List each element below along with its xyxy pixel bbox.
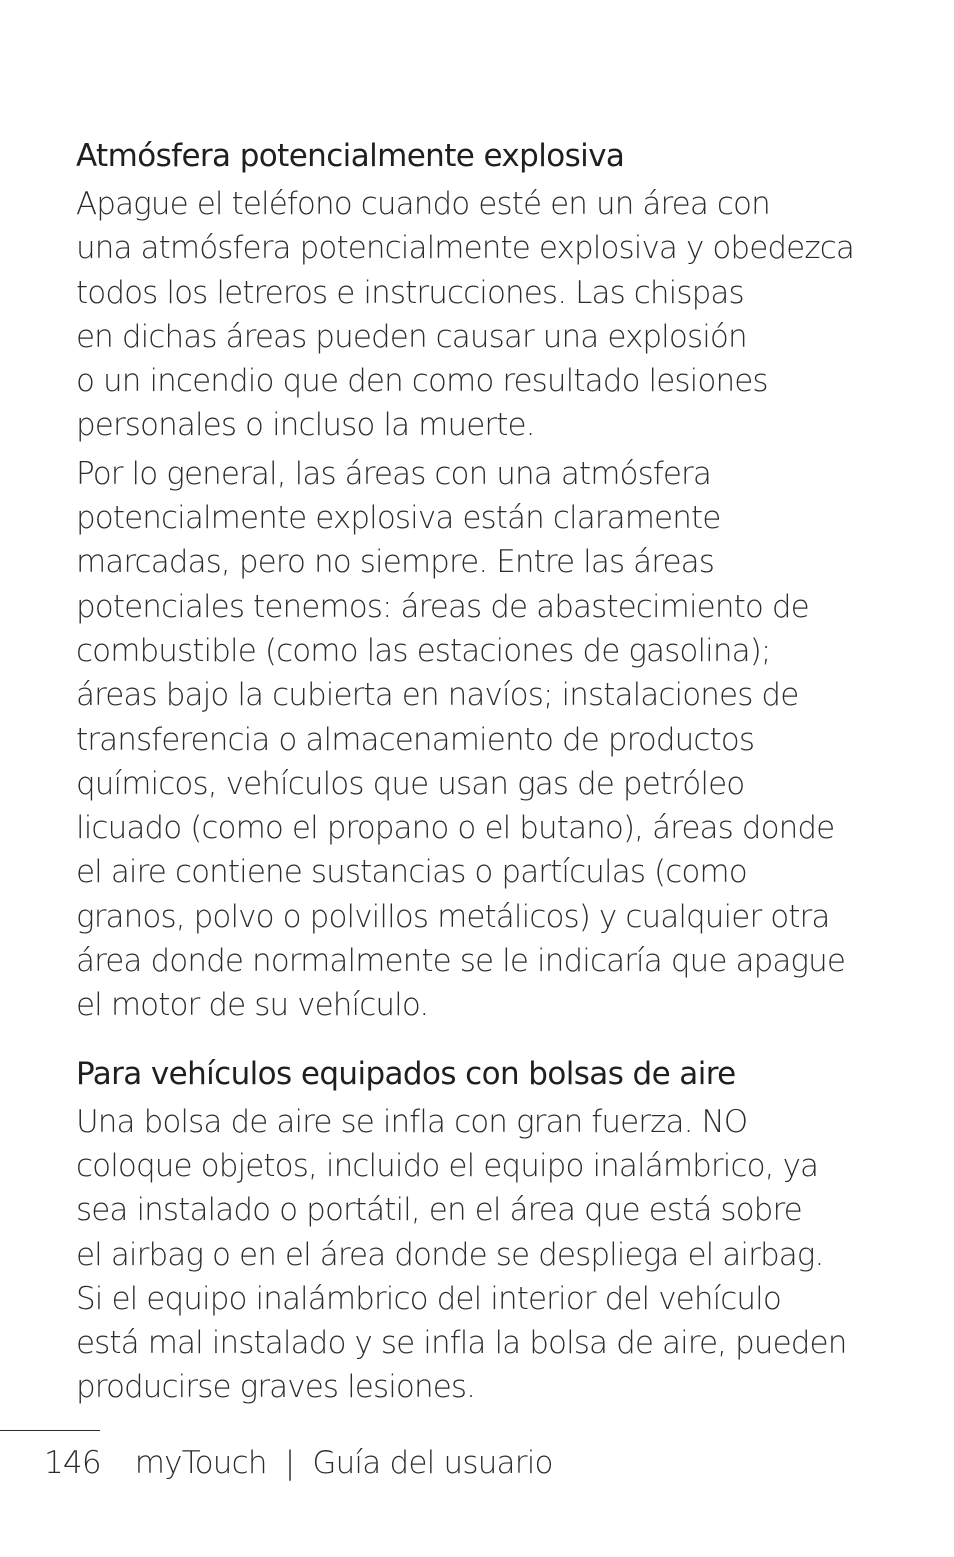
text-line: área donde normalmente se le indicaría que apague	[76, 943, 846, 980]
text-line: una atmósfera potencialmente explosiva y obedezca	[76, 230, 854, 267]
text-line: coloque objetos, incluido el equipo inalámbrico, ya	[76, 1147, 819, 1184]
text-line: todos los letreros e instrucciones. Las chispas	[76, 274, 744, 311]
text-line: transferencia o almacenamiento de productos	[76, 721, 755, 758]
text-line: sea instalado o portátil, en el área que está sobre	[76, 1192, 802, 1229]
text-line: está mal instalado y se infla la bolsa de aire, pueden	[76, 1325, 847, 1362]
text-line: o un incendio que den como resultado lesiones	[76, 363, 768, 400]
text-line: Una bolsa de aire se infla con gran fuerza. NO	[76, 1103, 748, 1140]
text-line: licuado (como el propano o el butano), áreas donde	[76, 810, 835, 847]
text-line: granos, polvo o polvillos metálicos) y cualquier otra	[76, 898, 830, 935]
text-line: potencialmente explosiva están claramente	[76, 500, 721, 537]
text-line: Apague el teléfono cuando esté en un área con	[76, 186, 770, 222]
text-line: personales o incluso la muerte.	[76, 407, 535, 444]
page-content	[76, 134, 936, 1410]
text-line: áreas bajo la cubierta en navíos; instalaciones de	[76, 677, 799, 714]
text-line: en dichas áreas pueden causar una explosión	[76, 318, 747, 355]
text-line: químicos, vehículos que usan gas de petróleo	[76, 765, 745, 802]
paragraph	[76, 452, 936, 1028]
section-heading-airbags: Para vehículos equipados con bolsas de aire	[76, 1055, 736, 1092]
text-line: Si el equipo inalámbrico del interior del vehículo	[76, 1280, 781, 1317]
text-line: combustible (como las estaciones de gasolina);	[76, 632, 771, 669]
text-line: el aire contiene sustancias o partículas (como	[76, 854, 747, 891]
text-line: Por lo general, las áreas con una atmósfera	[76, 455, 711, 492]
page-number: 146	[44, 1445, 101, 1481]
paragraph	[76, 1100, 936, 1410]
product-name: myTouch	[134, 1445, 267, 1481]
page-footer	[44, 1441, 553, 1485]
text-line: marcadas, pero no siempre. Entre las áreas	[76, 544, 714, 581]
guide-title: Guía del usuario	[312, 1445, 553, 1481]
text-line: el airbag o en el área donde se despliega el airbag.	[76, 1236, 824, 1273]
text-line: el motor de su vehículo.	[76, 987, 429, 1024]
section-heading-explosive: Atmósfera potencialmente explosiva	[76, 138, 625, 174]
text-line: producirse graves lesiones.	[76, 1369, 476, 1406]
text-line: potenciales tenemos: áreas de abastecimiento de	[76, 588, 809, 625]
footer-divider	[0, 1430, 100, 1431]
paragraph	[76, 182, 936, 448]
footer-separator: |	[284, 1445, 295, 1481]
